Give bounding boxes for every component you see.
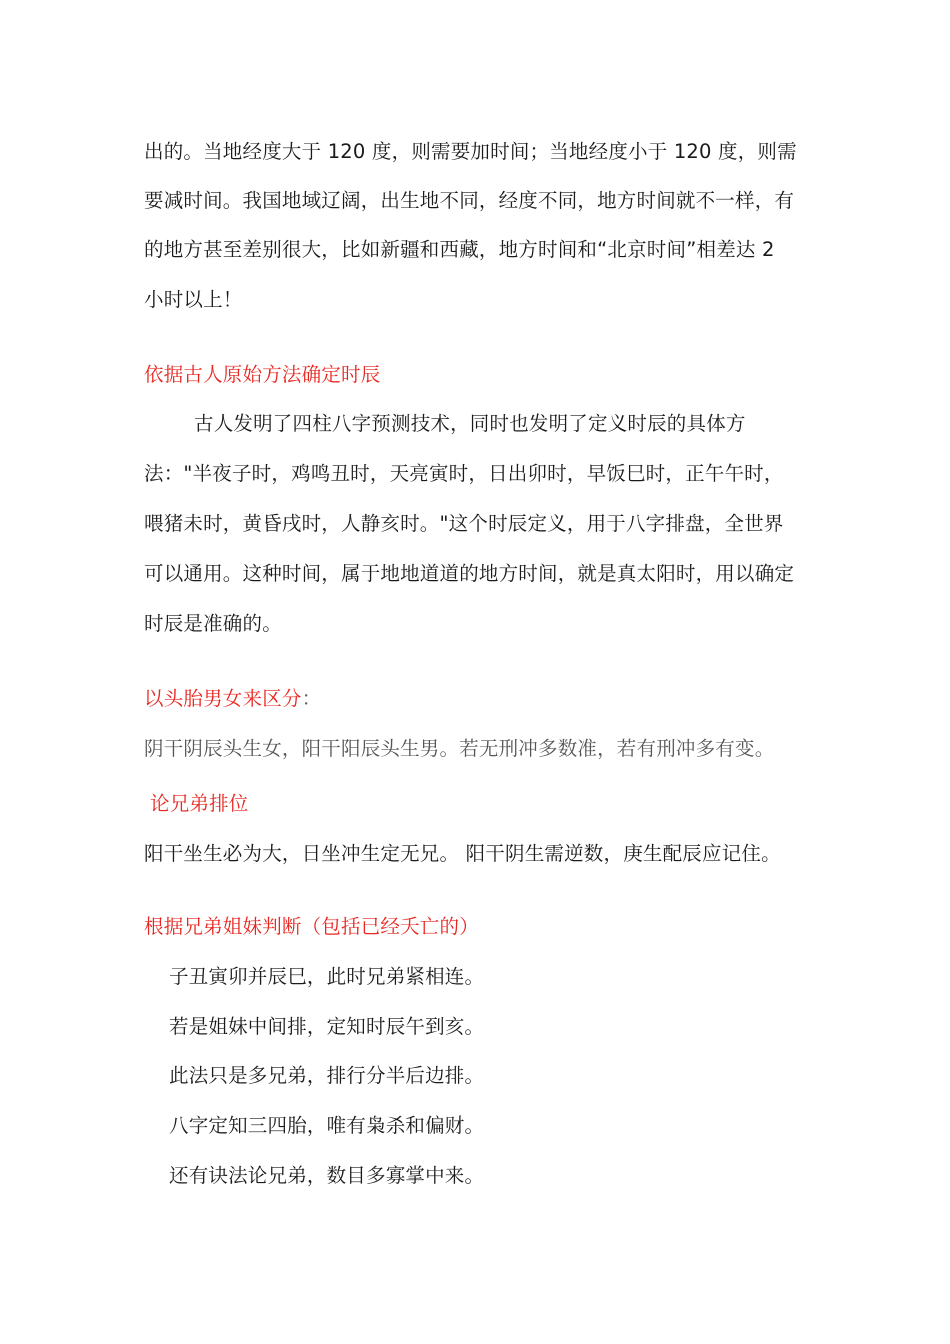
- verse-line-5: 还有诀法论兄弟，数目多寡掌中来。: [169, 1164, 485, 1187]
- paragraph-1-line-3: 的地方甚至差别很大，比如新疆和西藏，地方时间和“北京时间”相差达 2: [144, 238, 775, 261]
- paragraph-2-line-2: 法："半夜子时，鸡鸣丑时，天亮寅时，日出卯时，早饭巳时，正午午时，: [144, 462, 784, 485]
- section-heading-siblings-judgement: 根据兄弟姐妹判断（包括已经夭亡的）: [144, 915, 479, 938]
- section-heading-sibling-order: 论兄弟排位: [150, 792, 249, 815]
- paragraph-4: 阳干坐生必为大，日坐冲生定无兄。 阳干阴生需逆数，庚生配辰应记住。: [144, 842, 781, 865]
- heading-first-child-text: 以头胎男女来区分: [144, 687, 302, 710]
- paragraph-1-line-4: 小时以上！: [144, 288, 243, 311]
- heading-first-child-colon: ：: [301, 687, 322, 710]
- section-heading-original-method: 依据古人原始方法确定时辰: [144, 363, 381, 386]
- paragraph-2-line-3: 喂猪未时，黄昏戌时，人静亥时。"这个时辰定义，用于八字排盘，全世界: [144, 512, 784, 535]
- verse-line-3: 此法只是多兄弟，排行分半后边排。: [169, 1064, 485, 1087]
- paragraph-1-line-1: 出的。当地经度大于 120 度，则需要加时间；当地经度小于 120 度，则需: [144, 140, 797, 163]
- verse-line-2: 若是姐妹中间排，定知时辰午到亥。: [169, 1015, 485, 1038]
- paragraph-2-line-1: 古人发明了四柱八字预测技术，同时也发明了定义时辰的具体方: [194, 412, 746, 435]
- paragraph-3: 阴干阴辰头生女，阳干阳辰头生男。若无刑冲多数准，若有刑冲多有变。: [144, 737, 775, 760]
- paragraph-2-line-4: 可以通用。这种时间，属于地地道道的地方时间，就是真太阳时，用以确定: [144, 562, 795, 585]
- paragraph-2-line-5: 时辰是准确的。: [144, 612, 282, 635]
- section-heading-first-child: [144, 686, 321, 712]
- verse-line-4: 八字定知三四胎，唯有枭杀和偏财。: [169, 1114, 485, 1137]
- paragraph-1-line-2: 要减时间。我国地域辽阔，出生地不同，经度不同，地方时间就不一样，有: [144, 189, 795, 212]
- verse-line-1: 子丑寅卯并辰巳，此时兄弟紧相连。: [169, 965, 485, 988]
